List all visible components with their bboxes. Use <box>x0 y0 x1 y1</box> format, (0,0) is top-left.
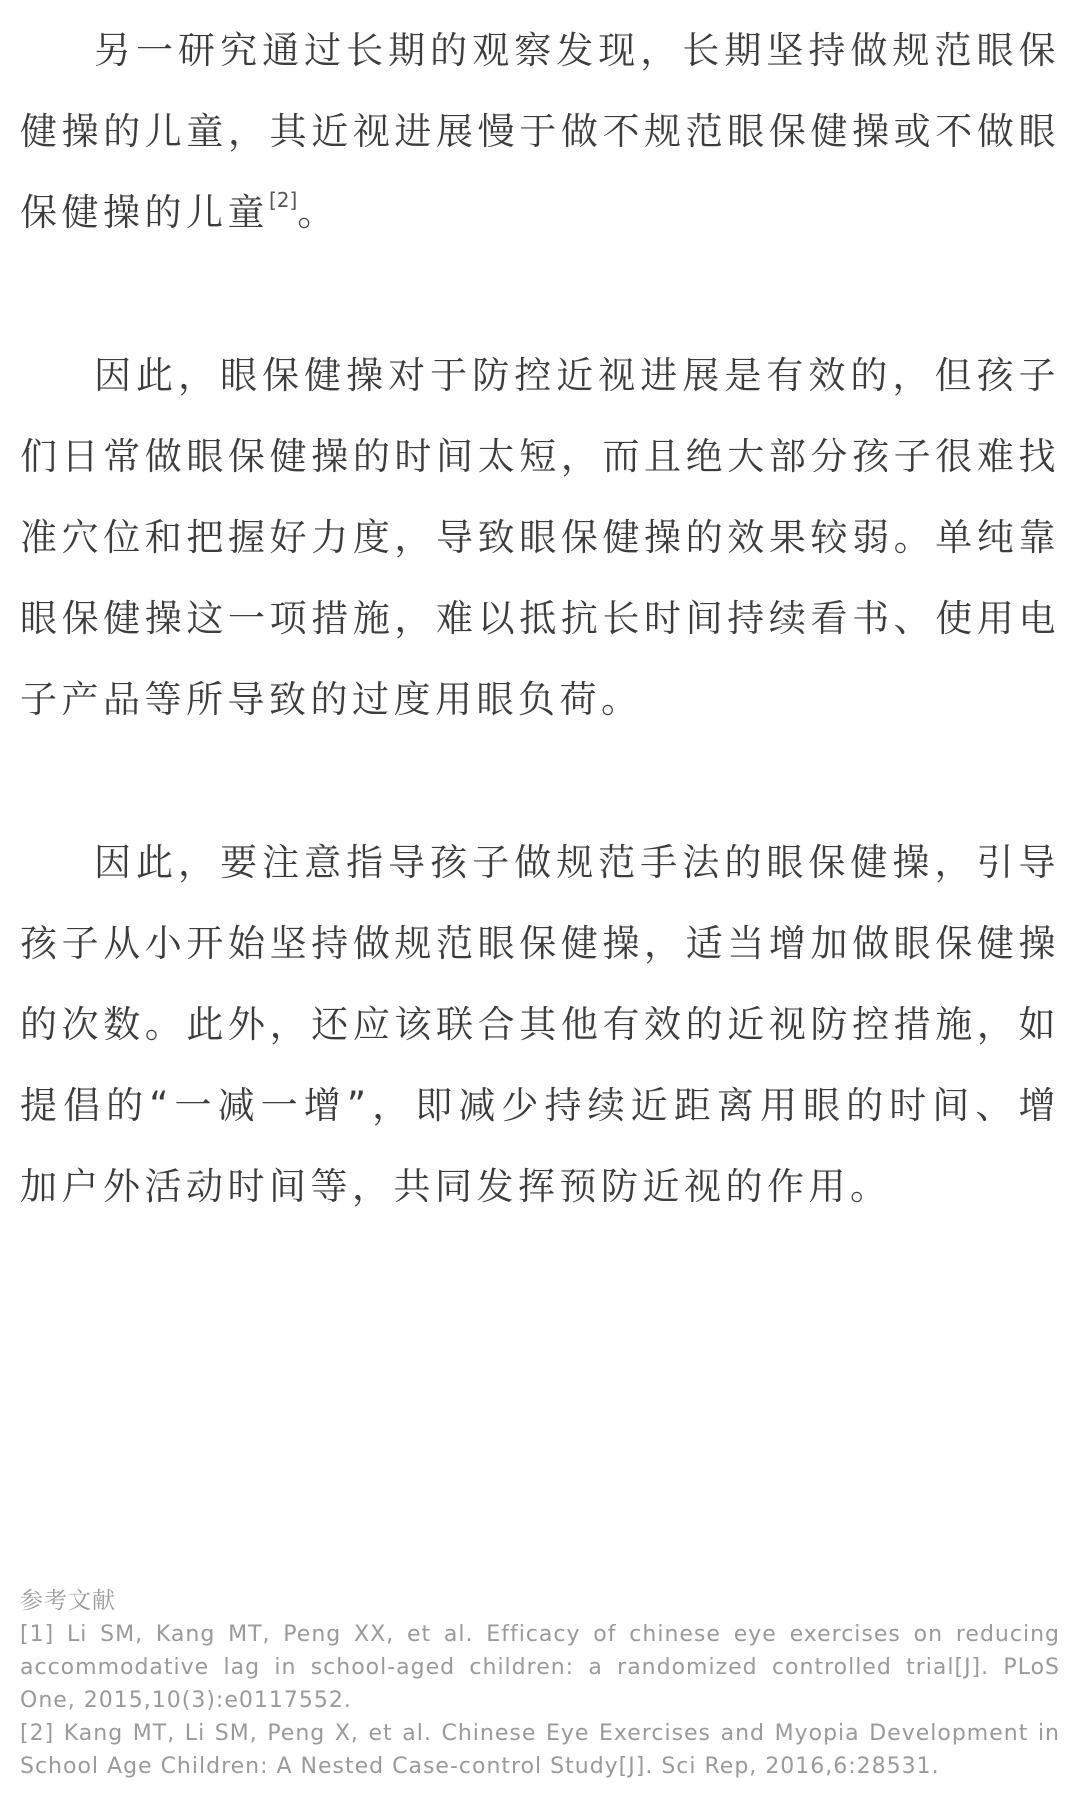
paragraph-text: 因此，要注意指导孩子做规范手法的眼保健操，引导孩子从小开始坚持做规范眼保健操，适当增加做眼保健操的次数。此外，还应该联合其他有效的近视防控措施，如提倡的“一减一增”，即减少持续近距离用眼的时间、增加户外活动时间等，共同发挥预防近视的作用。 <box>20 841 1060 1208</box>
paragraph-effectiveness <box>20 335 1060 740</box>
paragraph-tail: 。 <box>297 191 339 234</box>
paragraph-text: 因此，眼保健操对于防控近视进展是有效的，但孩子们日常做眼保健操的时间太短，而且绝大部分孩子很难找准穴位和把握好力度，导致眼保健操的效果较弱。单纯靠眼保健操这一项措施，难以抵抗长时间持续看书、使用电子产品等所导致的过度用眼负荷。 <box>20 354 1060 721</box>
citation-superscript[interactable]: [2] <box>269 188 298 212</box>
reference-item-1: [1] Li SM, Kang MT, Peng XX, et al. Efficacy of chinese eye exercises on reducing accommodative lag in school-aged children: a randomized controlled trial[J]. PLoS One, 2015,10(3):e0117552. <box>20 1622 1060 1713</box>
article-body <box>20 10 1060 1309</box>
paragraph-text: 另一研究通过长期的观察发现，长期坚持做规范眼保健操的儿童，其近视进展慢于做不规范眼保健操或不做眼保健操的儿童 <box>20 29 1060 234</box>
reference-item-2: [2] Kang MT, Li SM, Peng X, et al. Chinese Eye Exercises and Myopia Development in School Age Children: A Nested Case-control Study[J]. Sci Rep, 2016,6:28531. <box>20 1721 1060 1779</box>
paragraph-recommendation <box>20 822 1060 1227</box>
references-section <box>20 1585 1060 1783</box>
references-title: 参考文献 <box>20 1588 116 1614</box>
paragraph-eye-exercise-study <box>20 10 1060 253</box>
